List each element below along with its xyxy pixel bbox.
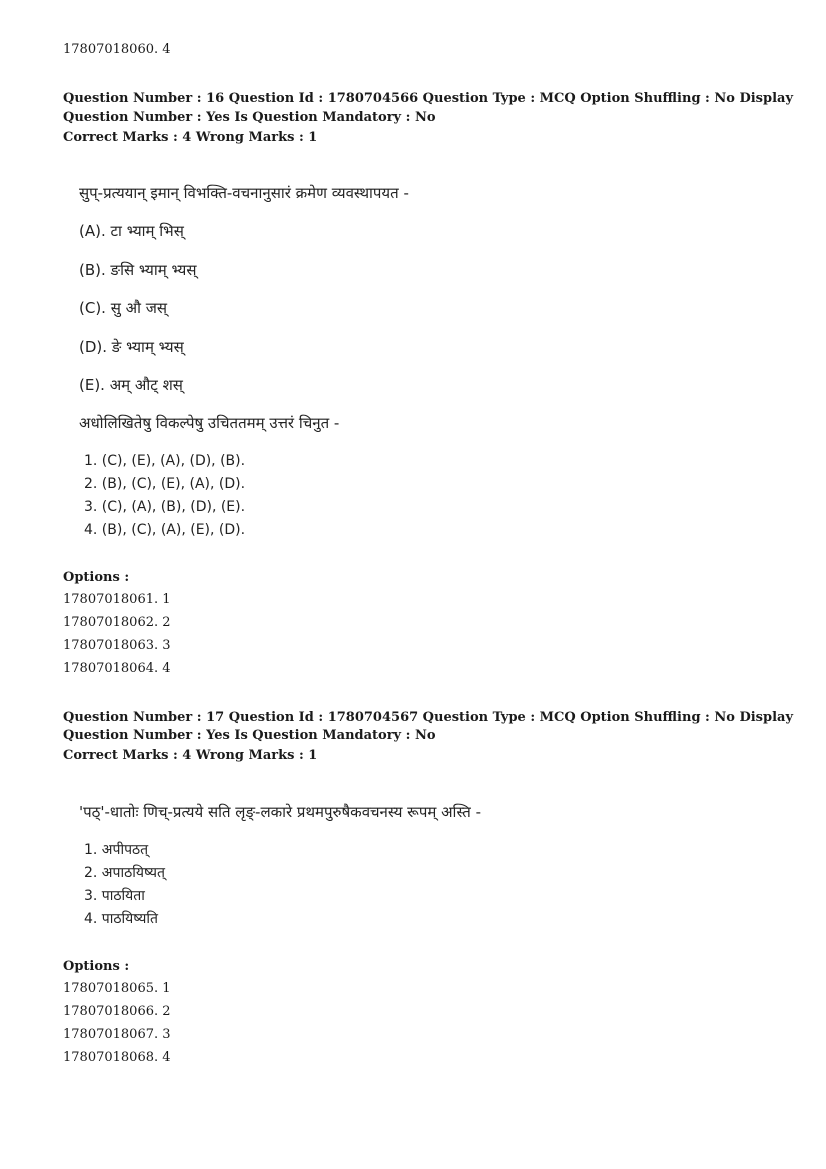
q16-item-c: (C). सु औ जस् [79,299,168,317]
q16-choice-3: 3. (C), (A), (B), (D), (E). [84,499,246,515]
q17-choice-2: 2. अपाठयिष्यत् [84,865,166,881]
q17-options-label: Options : [63,959,130,974]
q16-options-label: Options : [63,570,130,585]
q16-choice-1: 1. (C), (E), (A), (D), (B). [84,453,246,469]
q16-option-id-4: 17807018064. 4 [63,661,171,676]
q16-choice-4: 4. (B), (C), (A), (E), (D). [84,522,246,538]
q17-header-line-3: Correct Marks : 4 Wrong Marks : 1 [63,748,318,763]
q16-header-line-2: Question Number : Yes Is Question Mandatory : No [63,110,436,125]
q17-choice-3: 3. पाठयिता [84,888,145,904]
q16-header-line-1: Question Number : 16 Question Id : 1780704566 Question Type : MCQ Option Shuffling : No Display [63,91,793,106]
q16-option-id-3: 17807018063. 3 [63,638,171,653]
q17-option-id-3: 17807018067. 3 [63,1027,171,1042]
q16-option-id-2: 17807018062. 2 [63,615,171,630]
q16-choice-2: 2. (B), (C), (E), (A), (D). [84,476,246,492]
q16-item-b: (B). ङसि भ्याम् भ्यस् [79,261,197,279]
q16-item-e: (E). अम् औट् शस् [79,376,183,394]
q17-header-line-1: Question Number : 17 Question Id : 1780704567 Question Type : MCQ Option Shuffling : No Display [63,710,793,725]
q16-instruction: अधोलिखितेषु विकल्पेषु उचिततमम् उत्तरं चिनुत - [79,414,340,432]
q16-item-a: (A). टा भ्याम् भिस् [79,222,184,240]
q16-prompt: सुप्-प्रत्ययान् इमान् विभक्ति-वचनानुसारं क्रमेण व्यवस्थापयत - [79,184,409,202]
q16-header-line-3: Correct Marks : 4 Wrong Marks : 1 [63,130,318,145]
q17-header-line-2: Question Number : Yes Is Question Mandatory : No [63,728,436,743]
q17-choice-1: 1. अपीपठत् [84,842,149,858]
q17-prompt: 'पठ्'-धातोः णिच्-प्रत्यये सति लृङ्-लकारे प्रथमपुरुषैकवचनस्य रूपम् अस्ति - [79,803,482,821]
q17-choice-4: 4. पाठयिष्यति [84,911,158,927]
q17-option-id-4: 17807018068. 4 [63,1050,171,1065]
q16-option-id-1: 17807018061. 1 [63,592,171,607]
top-option-line: 17807018060. 4 [63,42,171,57]
q17-option-id-1: 17807018065. 1 [63,981,171,996]
q17-option-id-2: 17807018066. 2 [63,1004,171,1019]
q16-item-d: (D). ङे भ्याम् भ्यस् [79,338,184,356]
